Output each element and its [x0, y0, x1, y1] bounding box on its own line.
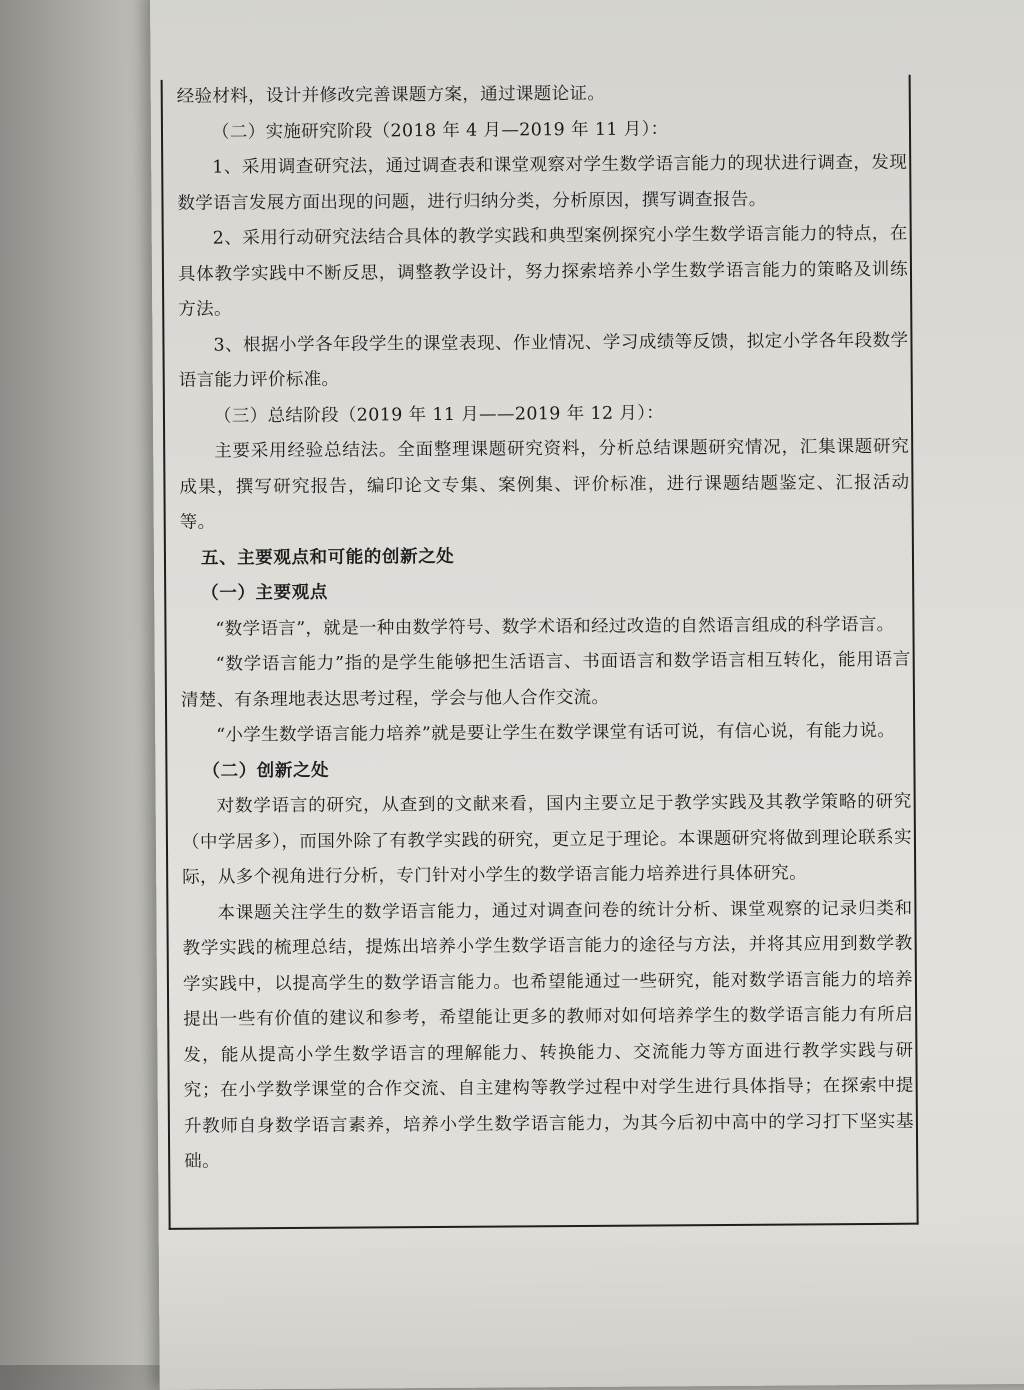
document-body	[177, 75, 915, 1181]
heading-main-views: （一）主要观点	[201, 582, 328, 604]
paragraph-intro-tail: 经验材料，设计并修改完善课题方案，通过课题论证。	[176, 83, 606, 107]
underlying-page	[0, 0, 170, 1365]
paragraph-stage-2-item-1: 1、采用调查研究法，通过调查表和课堂观察对学生数学语言能力的现状进行调查，发现数学语言发展方面出现的问题，进行归纳分类，分析原因，撰写调查报告。	[177, 152, 908, 214]
paragraph-innovation-1: 对数学语言的研究，从查到的文献来看，国内主要立足于教学实践及其教学策略的研究（中学居多），而国外除了有教学实践的研究，更立足于理论。本课题研究将做到理论联系实际，从多个视角进行分析，专门针对小学生的数学语言能力培养进行具体研究。	[181, 791, 913, 888]
paragraph-view-1: “数学语言”，就是一种由数学符号、数学术语和经过改造的自然语言组成的科学语言。	[215, 614, 895, 640]
heading-section-5: 五、主要观点和可能的创新之处	[200, 546, 455, 569]
heading-innovation: （二）创新之处	[202, 760, 330, 782]
subheading-stage-2: （二）实施研究阶段（2018 年 4 月—2019 年 11 月）：	[211, 118, 669, 143]
paragraph-stage-2-item-3: 3、根据小学各年段学生的课堂表现、作业情况、学习成绩等反馈，拟定小学各年段数学语言能力评价标准。	[178, 330, 909, 391]
paragraph-innovation-2: 本课题关注学生的数学语言能力，通过对调查问卷的统计分析、课堂观察的记录归类和教学实践的梳理总结，提炼出培养小学生数学语言能力的途径与方法，并将其应用到数学教学实践中，以提高学生的数学语言能力。也希望能通过一些研究，能对数学语言能力的培养提出一些有价值的建议和参考，希望能让更多的教师对如何培养学生的数学语言能力有所启发，能从提高小学生数学语言的理解能力、转换能力、交流能力等方面进行教学实践与研究；在小学数学课堂的合作交流、自主建构等教学过程中对学生进行具体指导；在探索中提升教师自身数学语言素养，培养小学生数学语言能力，为其今后初中高中的学习打下坚实基础。	[182, 898, 914, 1172]
paragraph-view-2: “数学语言能力”指的是学生能够把生活语言、书面语言和数学语言相互转化，能用语言清楚、有条理地表达思考过程，学会与他人合作交流。	[180, 649, 911, 711]
paragraph-view-3: “小学生数学语言能力培养”就是要让学生在数学课堂有话可说，有信心说，有能力说。	[216, 720, 896, 746]
content-frame	[161, 75, 919, 1230]
subheading-stage-3: （三）总结阶段（2019 年 11 月——2019 年 12 月）：	[213, 402, 665, 427]
paragraph-stage-3: 主要采用经验总结法。全面整理课题研究资料，分析总结课题研究情况，汇集课题研究成果，撰写研究报告，编印论文专集、案例集、评价标准，进行课题结题鉴定、汇报活动等。	[179, 436, 910, 533]
paragraph-stage-2-item-2: 2、采用行动研究法结合具体的教学实践和典型案例探究小学生数学语言能力的特点，在具体教学实践中不断反思，调整教学设计，努力探索培养小学生数学语言能力的策略及训练方法。	[177, 223, 909, 320]
page-bottom-shade	[159, 1224, 1024, 1390]
document-page	[150, 0, 1024, 1390]
